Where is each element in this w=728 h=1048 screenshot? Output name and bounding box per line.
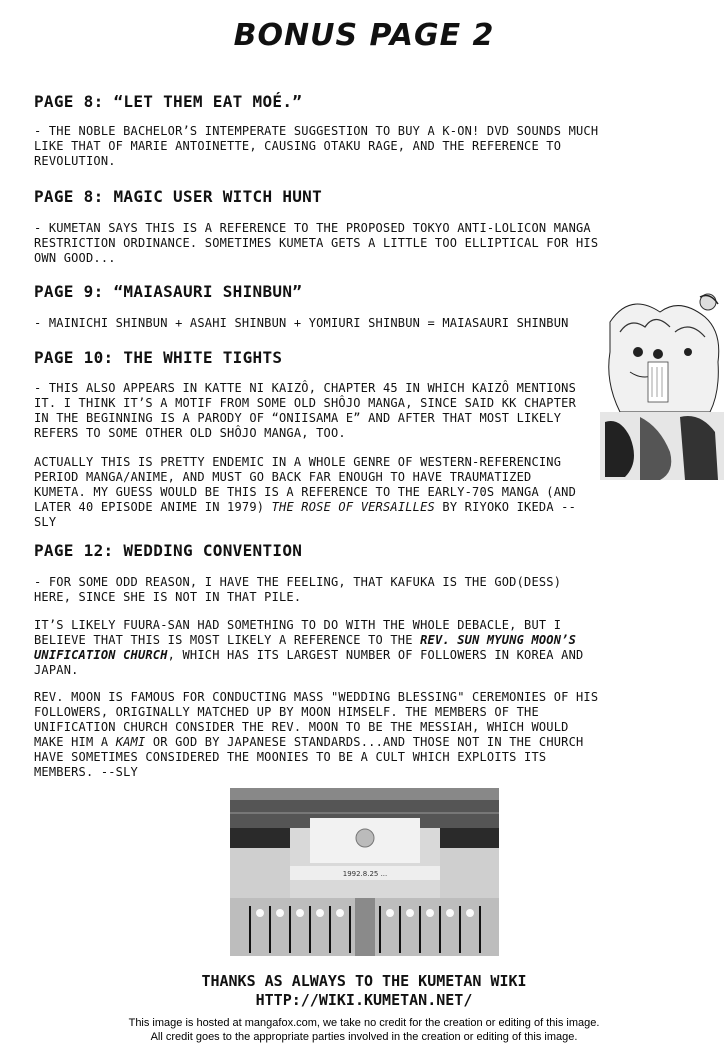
photo-banner-text: 1992.8.25 ...: [342, 870, 388, 878]
section-heading-page9-shinbun: PAGE 9: “MAIASAURI SHINBUN”: [34, 282, 303, 301]
section-text-page8-witch-hunt: - KUMETAN SAYS THIS IS A REFERENCE TO THE PROPOSED TOKYO ANTI-LOLICON MANGA RESTRICTION ORDINANCE. SOMETIMES KUMETA GETS A LITTLE TOO ELLIPTICAL FOR HIS OWN GOOD...: [34, 221, 599, 265]
thanks-credit: [0, 972, 728, 1010]
mass-wedding-photo: [230, 788, 499, 956]
section-heading-page8-witch-hunt: PAGE 8: MAGIC USER WITCH HUNT: [34, 187, 323, 206]
hosting-notice-line1: This image is hosted at mangafox.com, we take no credit for the creation or editing of this image.: [128, 1017, 600, 1029]
hosting-notice: [0, 1016, 728, 1044]
tights-paragraph-text: ACTUALLY THIS IS PRETTY ENDEMIC IN A WHOLE GENRE OF WESTERN-REFERENCING PERIOD MANGA/ANIME, AND MUST GO BACK FAR ENOUGH TO HAVE TRAUMATIZED KUMETA. MY GUESS WOULD BE THIS IS A REFERENCE TO THE EARLY-70S MANGA (AND LATER 40 EPISODE ANIME IN 1979): [34, 455, 576, 514]
section-heading-page10-tights: PAGE 10: THE WHITE TIGHTS: [34, 348, 283, 367]
wiki-link[interactable]: HTTP://WIKI.KUMETAN.NET/: [255, 991, 473, 1009]
section-text-page9-shinbun: - MAINICHI SHINBUN + ASAHI SHINBUN + YOMIURI SHINBUN = MAIASAURI SHINBUN: [34, 316, 569, 330]
thanks-line: THANKS AS ALWAYS TO THE KUMETAN WIKI: [201, 972, 527, 990]
section-text-page10-tights-2: [34, 455, 589, 530]
page-title: BONUS PAGE 2: [233, 18, 495, 53]
section-text-page12-wedding-1: - FOR SOME ODD REASON, I HAVE THE FEELING, THAT KAFUKA IS THE GOD(DESS) HERE, SINCE SHE IS NOT IN THAT PILE.: [34, 575, 562, 604]
moon-paragraph-lead: REV. MOON IS FAMOUS FOR CONDUCTING MASS "WEDDING BLESSING" CEREMONIES OF HIS FOLLOWERS, ORIGINALLY MATCHED UP BY MOON HIMSELF. THE MEMBERS OF THE UNIFICATION CHURCH CONSIDER THE REV. MOON TO BE THE MESSIAH, WHICH WOULD MAKE HIM A: [34, 690, 599, 749]
section-heading-page12-wedding: PAGE 12: WEDDING CONVENTION: [34, 541, 303, 560]
moon-paragraph-tail: OR GOD BY JAPANESE STANDARDS...AND THOSE NOT IN THE CHURCH HAVE SOMETIMES CONSIDERED THE MOONIES TO BE A CULT WHICH EXPLOITS ITS MEMBERS. --SLY: [34, 735, 584, 779]
shojo-manga-illustration: [600, 292, 724, 480]
kami-term: KAMI: [115, 735, 146, 749]
tights-attribution: BY RIYOKO IKEDA -- SLY: [34, 500, 577, 529]
unification-church-name: REV. SUN MYUNG MOON’S UNIFICATION CHURCH: [34, 633, 577, 662]
wedding-paragraph-lead: IT’S LIKELY FUURA-SAN HAD SOMETHING TO DO WITH THE WHOLE DEBACLE, BUT I BELIEVE THAT THIS IS MOST LIKELY A REFERENCE TO THE: [34, 618, 562, 647]
wedding-paragraph-tail: , WHICH HAS ITS LARGEST NUMBER OF FOLLOWERS IN KOREA AND JAPAN.: [34, 648, 584, 677]
section-text-page12-wedding-2: [34, 618, 602, 678]
hosting-notice-line2: All credit goes to the appropriate parties involved in the creation or editing of this image.: [150, 1031, 578, 1043]
section-text-page10-tights-1: - THIS ALSO APPEARS IN KATTE NI KAIZÔ, CHAPTER 45 IN WHICH KAIZÔ MENTIONS IT. I THINK IT’S A MOTIF FROM SOME OLD SHÔJO MANGA, SINCE SAID KK CHAPTER IN THE BEGINNING IS A PARODY OF “ONIISAMA E” AND AFTER THAT MOST LIKELY REFERS TO SOME OTHER OLD SHÔJO MANGA, TOO.: [34, 381, 576, 440]
rose-of-versailles-title: THE ROSE OF VERSAILLES: [271, 500, 435, 514]
section-text-page8-moe: - THE NOBLE BACHELOR’S INTEMPERATE SUGGESTION TO BUY A K-ON! DVD SOUNDS MUCH LIKE THAT OF MARIE ANTOINETTE, CAUSING OTAKU RAGE, AND THE REFERENCE TO REVOLUTION.: [34, 124, 599, 168]
section-heading-page8-moe: PAGE 8: “LET THEM EAT MOÉ.”: [34, 92, 303, 111]
section-text-page12-wedding-3: [34, 690, 602, 780]
